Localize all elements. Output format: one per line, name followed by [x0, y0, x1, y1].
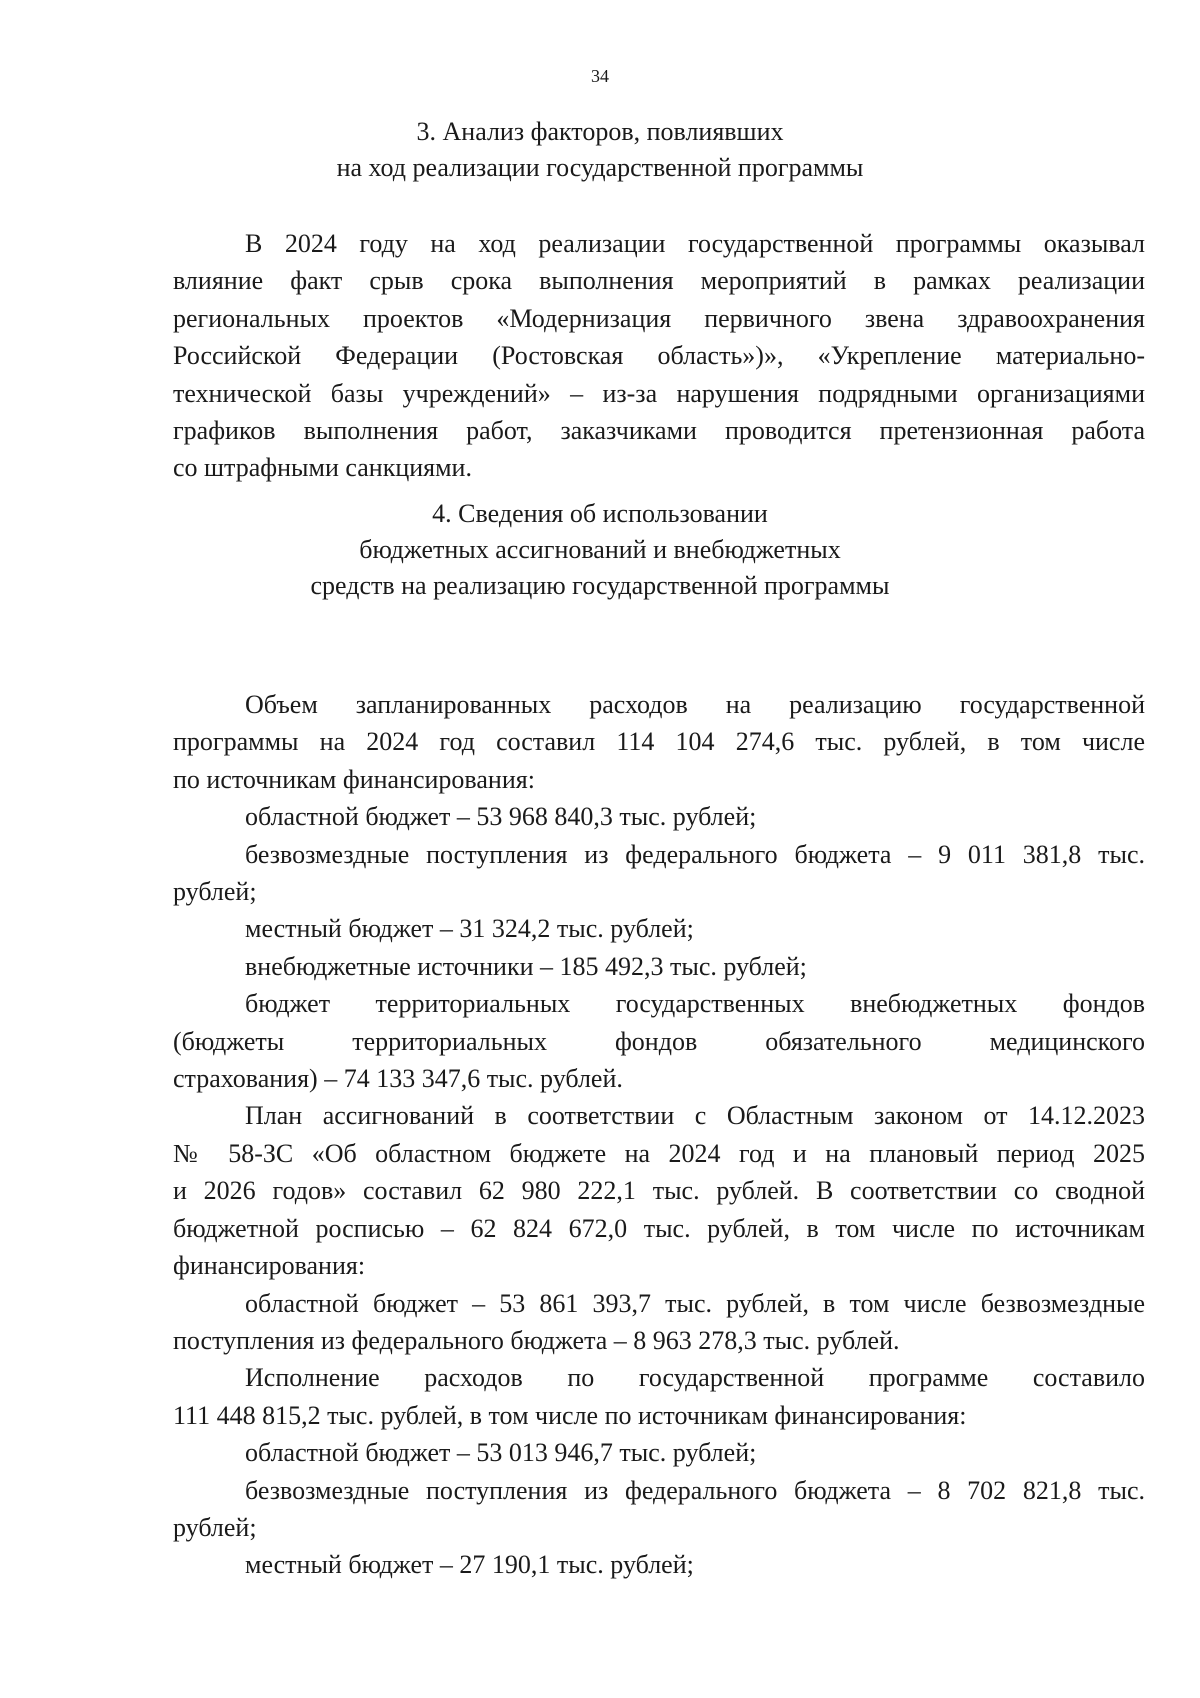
heading-line: бюджетных ассигнований и внебюджетных — [359, 535, 841, 564]
text-line: областной бюджет – 53 013 946,7 тыс. рублей; — [245, 1438, 757, 1468]
text-line: (бюджеты территориальных фондов обязательного медицинского — [173, 1026, 1145, 1056]
text-line: со штрафными санкциями. — [173, 453, 472, 483]
heading-line: 3. Анализ факторов, повлиявших — [416, 117, 784, 146]
text-line: безвозмездные поступления из федерального бюджета – 9 011 381,8 тыс. — [245, 839, 1145, 869]
text-line: и 2026 годов» составил 62 980 222,1 тыс. рублей. В соответствии со сводной — [173, 1176, 1145, 1206]
text-line: Исполнение расходов по государственной программе составило — [245, 1363, 1145, 1393]
text-line: поступления из федерального бюджета – 8 963 278,3 тыс. рублей. — [173, 1325, 900, 1355]
section-4-body — [173, 686, 1145, 1584]
heading-line: средств на реализацию государственной программы — [310, 571, 890, 600]
text-line: № 58-ЗС «Об областном бюджете на 2024 год и на плановый период 2025 — [173, 1138, 1145, 1168]
text-line: внебюджетные источники – 185 492,3 тыс. рублей; — [245, 951, 807, 981]
text-line: безвозмездные поступления из федерального бюджета – 8 702 821,8 тыс. — [245, 1475, 1145, 1505]
text-line: бюджетной росписью – 62 824 672,0 тыс. рублей, в том числе по источникам — [173, 1213, 1145, 1243]
text-line: рублей; — [173, 877, 257, 907]
text-line: областной бюджет – 53 968 840,3 тыс. рублей; — [245, 802, 757, 832]
text-line: влияние факт срыв срока выполнения мероприятий в рамках реализации — [173, 266, 1145, 296]
text-line: местный бюджет – 27 190,1 тыс. рублей; — [245, 1550, 694, 1580]
text-line: В 2024 году на ход реализации государственной программы оказывал — [245, 229, 1145, 258]
text-line: рублей; — [173, 1512, 257, 1542]
text-line: областной бюджет – 53 861 393,7 тыс. рублей, в том числе безвозмездные — [245, 1288, 1145, 1318]
section-4-heading — [0, 496, 1200, 604]
text-line: План ассигнований в соответствии с Областным законом от 14.12.2023 — [245, 1101, 1145, 1131]
text-line: региональных проектов «Модернизация первичного звена здравоохранения — [173, 303, 1145, 333]
text-line: программы на 2024 год составил 114 104 274,6 тыс. рублей, в том числе — [173, 727, 1145, 757]
section-3-heading — [0, 114, 1200, 186]
text-line: графиков выполнения работ, заказчиками проводится претензионная работа — [173, 416, 1145, 446]
heading-line: 4. Сведения об использовании — [432, 499, 768, 528]
text-line: бюджет территориальных государственных внебюджетных фондов — [245, 989, 1145, 1019]
text-line: финансирования: — [173, 1251, 366, 1281]
text-line: технической базы учреждений» – из-за нарушения подрядными организациями — [173, 378, 1145, 408]
heading-line: на ход реализации государственной программы — [336, 153, 864, 182]
text-line: Российской Федерации (Ростовская область»)», «Укрепление материально- — [173, 341, 1145, 371]
section-3-paragraph — [173, 225, 1145, 487]
text-line: местный бюджет – 31 324,2 тыс. рублей; — [245, 914, 694, 944]
page-number: 34 — [591, 66, 609, 86]
text-line: по источникам финансирования: — [173, 764, 535, 794]
text-line: 111 448 815,2 тыс. рублей, в том числе по источникам финансирования: — [173, 1400, 967, 1430]
text-line: страхования) – 74 133 347,6 тыс. рублей. — [173, 1064, 623, 1094]
text-line: Объем запланированных расходов на реализацию государственной — [245, 690, 1145, 719]
